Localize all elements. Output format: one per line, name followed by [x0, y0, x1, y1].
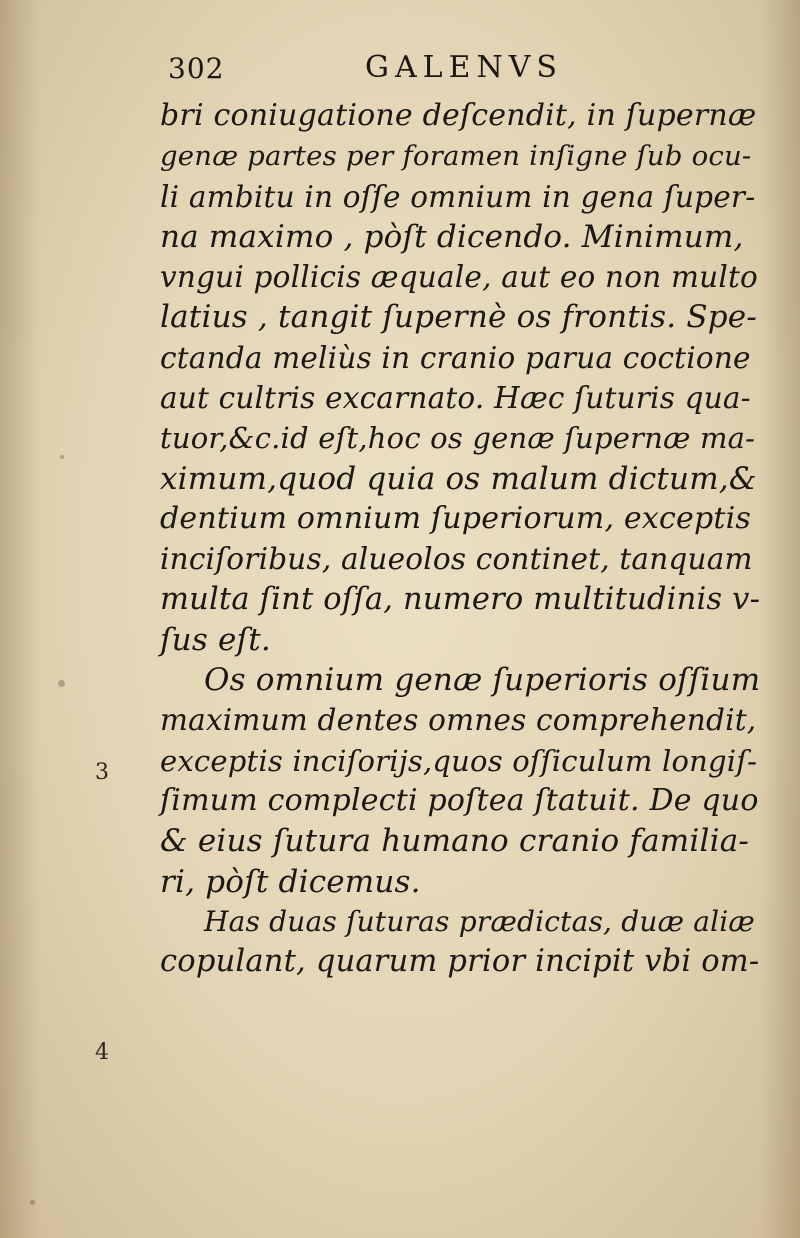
text-line: bri coniugatione deſcendit, in ſupernæ [160, 98, 757, 133]
paper-speck [30, 1200, 35, 1205]
margin-note-4: 4 [95, 1040, 109, 1065]
page-edge-right [760, 0, 800, 1238]
text-line: na maximo , pòſt dicendo. Minimum, [160, 218, 744, 255]
text-line: multa ſint oſſa, numero multitudinis v- [160, 581, 761, 617]
text-line: li ambitu in oſſe omnium in gena ſuper- [160, 179, 756, 214]
page-edge-left [0, 0, 40, 1238]
page-header [160, 44, 740, 94]
text-line: aut cultris excarnato. Hæc ſuturis qua- [160, 381, 751, 416]
text-line: vngui pollicis æquale, aut eo non multo [160, 260, 759, 295]
text-line: ri, pòſt dicemus. [160, 863, 421, 900]
paragraph-start-line: Os omnium genæ ſuperioris oſſium [204, 662, 761, 699]
text-line: dentium omnium ſuperiorum, exceptis [160, 500, 752, 536]
paragraph-start-line: Has duas ſuturas prædictas, duæ aliæ [204, 904, 755, 938]
paper-speck [58, 680, 65, 687]
body-text [160, 96, 760, 983]
text-line: & eius ſutura humano cranio familia- [160, 823, 750, 860]
paper-speck [60, 455, 64, 459]
text-line: ſus eſt. [160, 621, 271, 658]
text-line: ctanda meliùs in cranio parua coctione [160, 340, 751, 375]
page-number: 302 [168, 52, 225, 85]
margin-note-3: 3 [95, 760, 109, 785]
text-line: latius , tangit ſupernè os frontis. Spe- [160, 299, 758, 336]
text-line: ſimum complecti poſtea ſtatuit. De quo [160, 783, 759, 819]
text-line: inciſoribus, alueolos continet, tanquam [160, 542, 753, 577]
text-line: exceptis inciſorijs,quos oſſiculum longiſ- [160, 743, 758, 778]
text-line: tuor,&c.id eſt,hoc os genæ ſupernæ ma- [160, 421, 756, 456]
text-line: copulant, quarum prior incipit vbi om- [160, 944, 760, 980]
text-line: maximum dentes omnes comprehendit, [160, 703, 757, 738]
running-title: GALENVS [365, 50, 563, 85]
text-line: ximum,quod quia os malum dictum,& [160, 460, 757, 497]
text-line: genæ partes per foramen inſigne ſub ocu- [160, 140, 752, 173]
